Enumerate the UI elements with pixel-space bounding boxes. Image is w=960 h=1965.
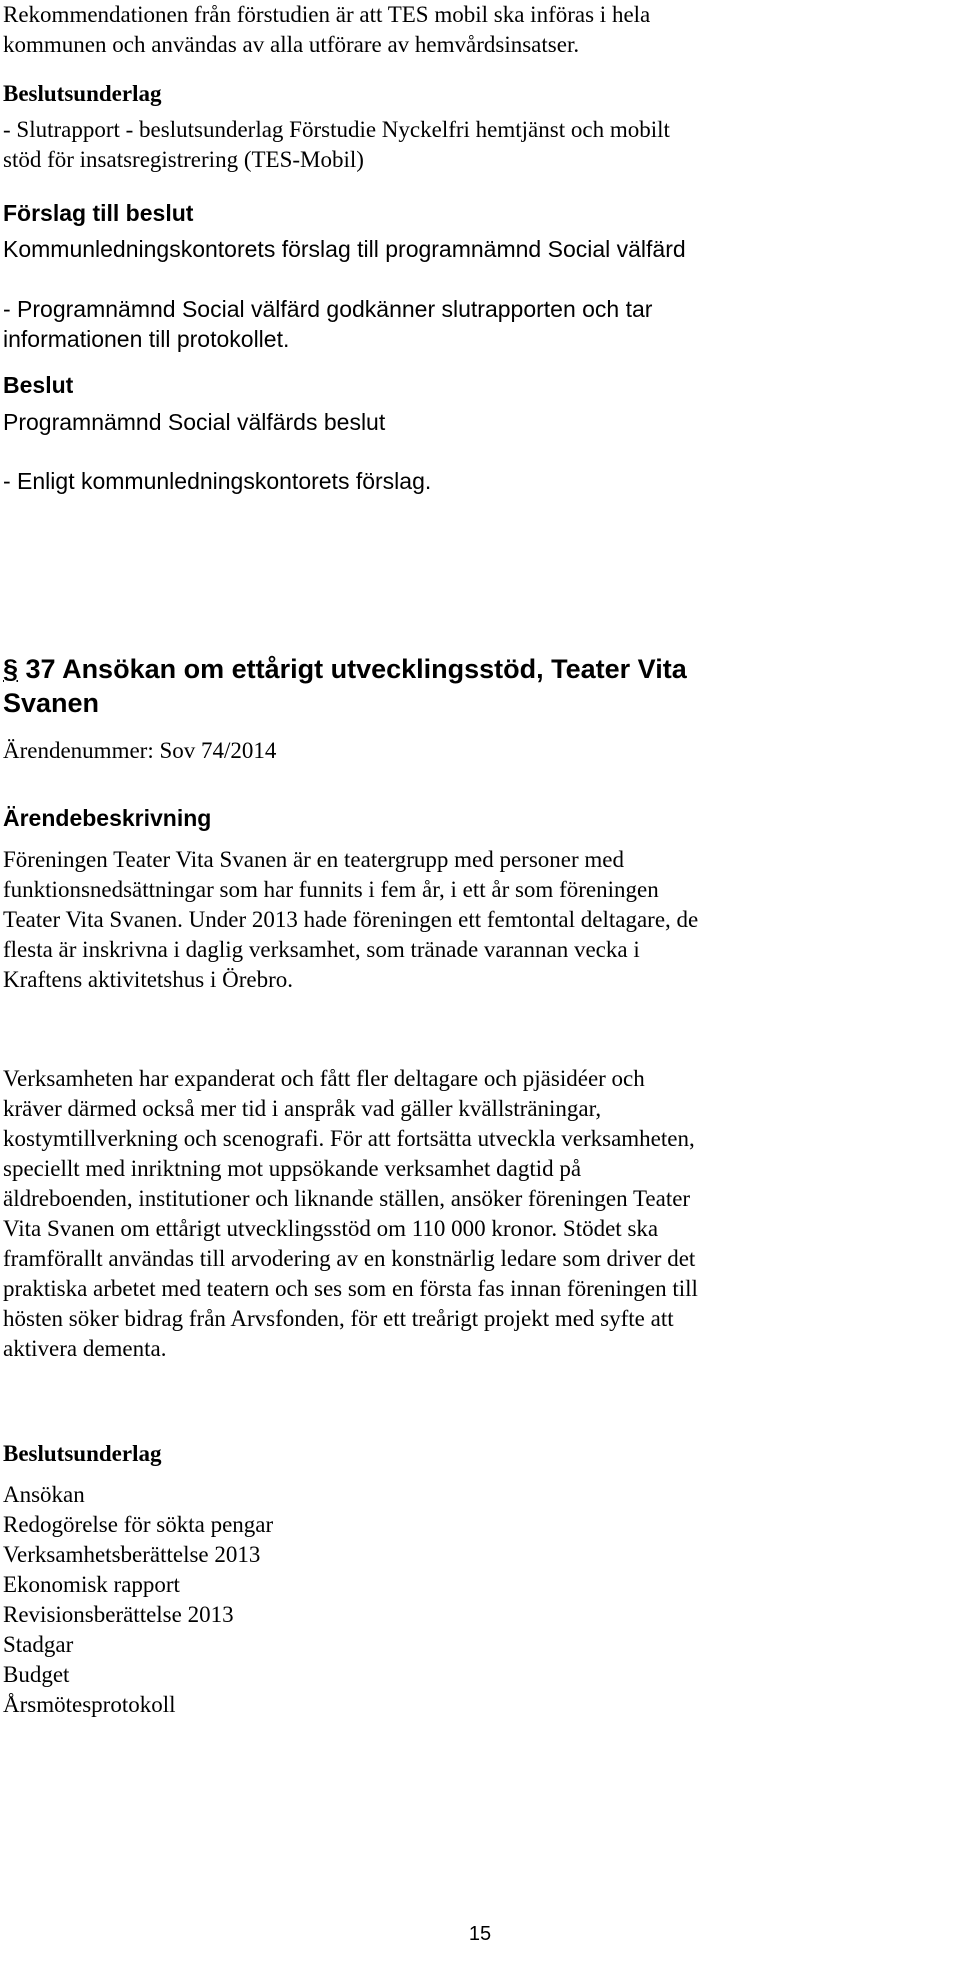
arendebeskrivning-paragraph-1	[3, 845, 953, 995]
list-item: Revisionsberättelse 2013	[3, 1602, 234, 1627]
paragraph-line: speciellt med inriktning mot uppsökande verksamhet dagtid på	[3, 1156, 582, 1181]
paragraph-line: Kraftens aktivitetshus i Örebro.	[3, 967, 293, 992]
beslutsunderlag-line: - Slutrapport - beslutsunderlag Förstudie Nyckelfri hemtjänst och mobilt	[3, 117, 670, 142]
intro-line: Rekommendationen från förstudien är att TES mobil ska införas i hela	[3, 2, 651, 27]
intro-paragraph	[3, 0, 953, 60]
paragraph-line: kostymtillverkning och scenografi. För att fortsätta utveckla verksamheten,	[3, 1126, 695, 1151]
list-item: Budget	[3, 1662, 70, 1687]
intro-line: kommunen och användas av alla utförare av hemvårdsinsatser.	[3, 32, 580, 57]
arendebeskrivning-paragraph-2	[3, 1064, 953, 1364]
list-item: Stadgar	[3, 1632, 74, 1657]
arendebeskrivning-heading: Ärendebeskrivning	[3, 805, 212, 831]
beslutsunderlag-heading-2: Beslutsunderlag	[3, 1441, 162, 1466]
paragraph-line: Föreningen Teater Vita Svanen är en teatergrupp med personer med	[3, 847, 624, 872]
forslag-item-line: informationen till protokollet.	[3, 326, 290, 352]
forslag-heading: Förslag till beslut	[3, 200, 194, 226]
beslutsunderlag-line: stöd för insatsregistrering (TES-Mobil)	[3, 147, 364, 172]
list-item: Ekonomisk rapport	[3, 1572, 180, 1597]
paragraph-line: äldreboenden, institutioner och liknande ställen, ansöker föreningen Teater	[3, 1186, 691, 1211]
list-item: Redogörelse för sökta pengar	[3, 1512, 274, 1537]
beslutsunderlag-text	[3, 115, 953, 175]
list-item: Verksamhetsberättelse 2013	[3, 1542, 261, 1567]
arendenummer: Ärendenummer: Sov 74/2014	[3, 738, 277, 763]
forslag-item-line: - Programnämnd Social välfärd godkänner slutrapporten och tar	[3, 296, 653, 322]
paragraph-line: Teater Vita Svanen. Under 2013 hade föreningen ett femtontal deltagare, de	[3, 907, 699, 932]
section-heading	[3, 652, 953, 720]
forslag-item	[3, 294, 953, 354]
paragraph-line: aktivera dementa.	[3, 1336, 167, 1361]
list-item: Årsmötesprotokoll	[3, 1692, 176, 1717]
beslut-heading: Beslut	[3, 372, 74, 398]
beslutsunderlag-heading: Beslutsunderlag	[3, 81, 162, 106]
paragraph-line: Vita Svanen om ettårigt utvecklingsstöd om 110 000 kronor. Stödet ska	[3, 1216, 659, 1241]
beslutsunderlag-list	[3, 1480, 953, 1720]
paragraph-line: funktionsnedsättningar som har funnits i fem år, i ett år som föreningen	[3, 877, 659, 902]
paragraph-line: flesta är inskrivna i daglig verksamhet, som tränade varannan vecka i	[3, 937, 640, 962]
paragraph-line: Verksamheten har expanderat och fått fler deltagare och pjäsidéer och	[3, 1066, 645, 1091]
paragraph-line: kräver därmed också mer tid i anspråk vad gäller kvällsträningar,	[3, 1096, 602, 1121]
paragraph-line: praktiska arbetet med teatern och ses som en första fas innan föreningen till	[3, 1276, 698, 1301]
beslut-item: - Enligt kommunledningskontorets förslag.	[3, 468, 432, 494]
paragraph-line: hösten söker bidrag från Arvsfonden, för ett treårigt projekt med syfte att	[3, 1306, 674, 1331]
paragraph-sign: §	[3, 654, 19, 684]
section-title-line: 37 Ansökan om ettårigt utvecklingsstöd, Teater Vita	[18, 654, 687, 684]
beslut-text: Programnämnd Social välfärds beslut	[3, 409, 386, 435]
paragraph-line: framförallt användas till arvodering av en konstnärlig ledare som driver det	[3, 1246, 696, 1271]
forslag-text: Kommunledningskontorets förslag till programnämnd Social välfärd	[3, 236, 686, 262]
section-title-line: Svanen	[3, 688, 100, 718]
page-number: 15	[468, 1923, 492, 1945]
list-item: Ansökan	[3, 1482, 85, 1507]
